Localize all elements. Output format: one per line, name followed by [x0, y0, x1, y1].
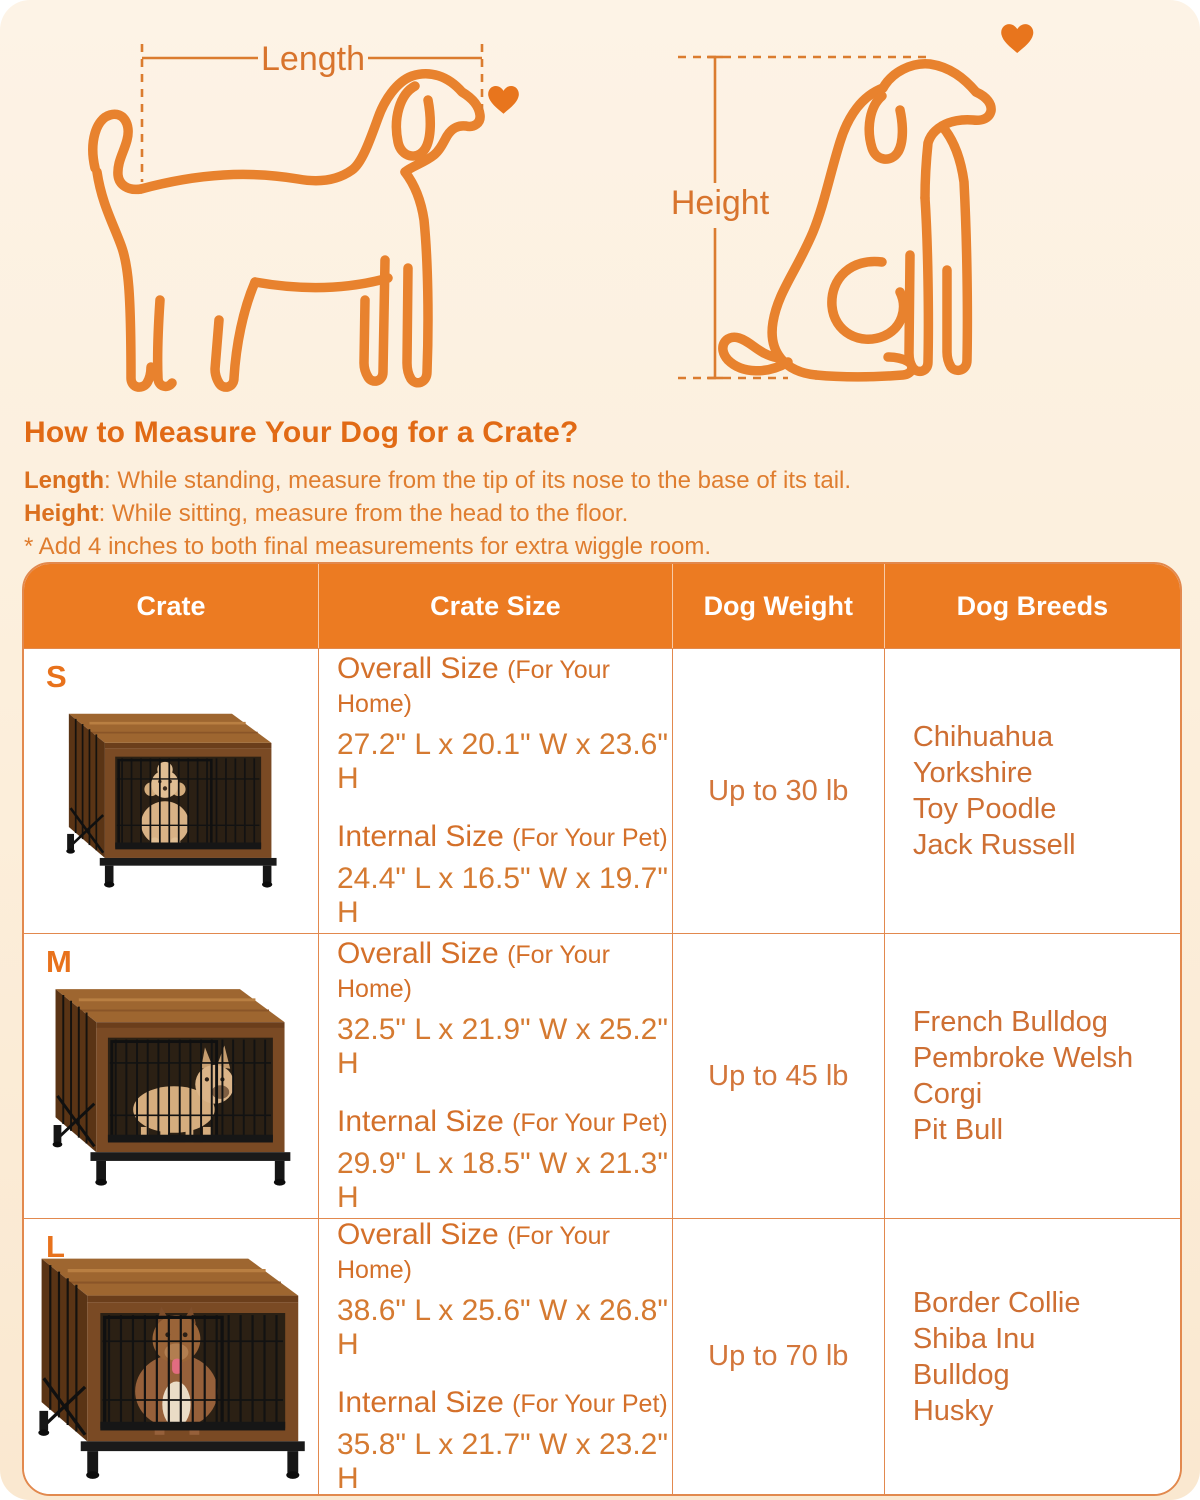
standing-dog-outline — [93, 74, 480, 387]
table-row-s-weight: Up to 30 lb — [673, 648, 885, 933]
table-row-l-crate — [24, 1218, 319, 1494]
column-header-crate-size: Crate Size — [319, 564, 673, 648]
column-header-crate: Crate — [24, 564, 319, 648]
column-header-dog-weight: Dog Weight — [673, 564, 885, 648]
section-title: How to Measure Your Dog for a Crate? — [24, 416, 579, 449]
medium-crate-photo — [40, 960, 302, 1193]
heart-icon — [1001, 24, 1033, 53]
table-row-l-sizes: Overall Size (For Your Home) 38.6" L x 25.6" W x 26.8" H Internal Size (For Your Pet) 35.8" L x 21.7" W x 23.2" H — [319, 1218, 673, 1494]
size-letter: M — [46, 944, 72, 979]
height-label: Height — [670, 184, 770, 222]
heart-icon — [488, 86, 519, 114]
table-row-m-crate — [24, 933, 319, 1218]
height-instruction: Height: While sitting, measure from the head to the floor. — [24, 500, 629, 527]
table-row-m-weight: Up to 45 lb — [673, 933, 885, 1218]
measuring-instructions — [24, 416, 1174, 564]
table-row-l-weight: Up to 70 lb — [673, 1218, 885, 1494]
length-label: Length — [261, 40, 365, 78]
size-letter: S — [46, 659, 67, 694]
large-crate-photo — [24, 1226, 318, 1487]
table-row-l-breeds: Border Collie Shiba Inu Bulldog Husky — [885, 1218, 1180, 1494]
standing-dog-length-diagram — [0, 0, 570, 412]
column-header-dog-breeds: Dog Breeds — [885, 564, 1180, 648]
table-row-s-sizes: Overall Size (For Your Home) 27.2" L x 20.1" W x 23.6" H Internal Size (For Your Pet) 24.4" L x 16.5" W x 19.7" H — [319, 648, 673, 933]
table-row-m-sizes: Overall Size (For Your Home) 32.5" L x 21.9" W x 25.2" H Internal Size (For Your Pet) 29.9" L x 18.5" W x 21.3" H — [319, 933, 673, 1218]
sitting-dog-height-diagram — [620, 0, 1160, 412]
wiggle-room-note: * Add 4 inches to both final measurements for extra wiggle room. — [24, 533, 712, 560]
size-letter: L — [46, 1229, 65, 1264]
small-crate-photo — [55, 688, 287, 894]
table-row-s-breeds: Chihuahua Yorkshire Toy Poodle Jack Russell — [885, 648, 1180, 933]
table-row-s-crate — [24, 648, 319, 933]
table-row-m-breeds: French Bulldog Pembroke Welsh Corgi Pit Bull — [885, 933, 1180, 1218]
length-instruction: Length: While standing, measure from the tip of its nose to the base of its tail. — [24, 467, 852, 494]
crate-size-table — [22, 562, 1182, 1496]
